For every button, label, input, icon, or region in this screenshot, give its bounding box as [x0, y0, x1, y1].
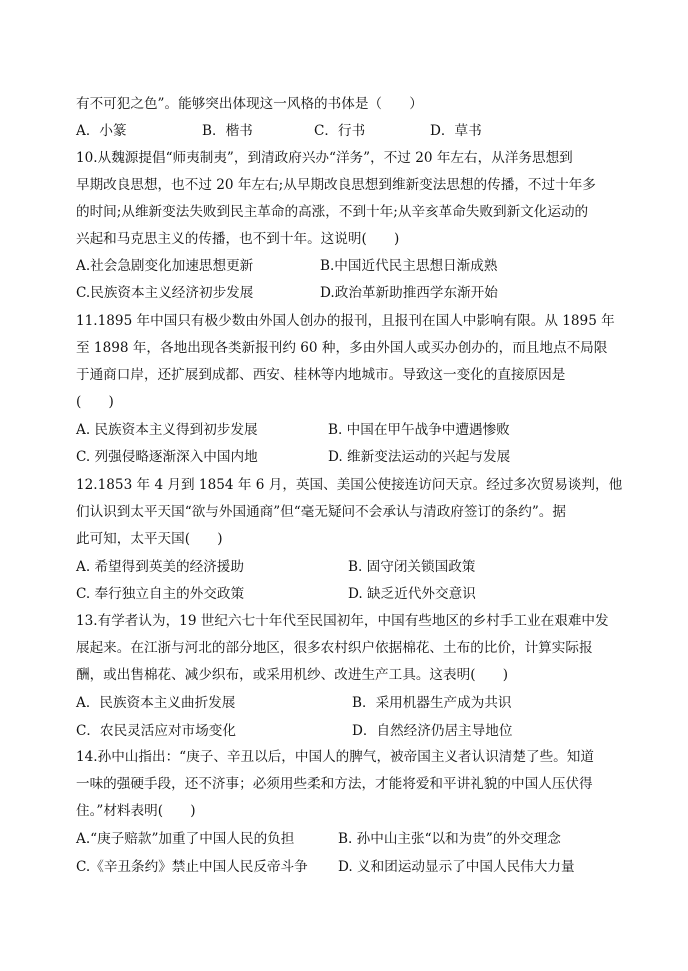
q12-option-d: D. 缺乏近代外交意识 [348, 586, 476, 602]
q13-line-1: 13.有学者认为，19 世纪六七十年代至民国初年，中国有些地区的乡村手工业在艰难中发 [76, 613, 609, 629]
q13-option-d: D．自然经济仍居主导地位 [352, 723, 513, 739]
q10-options-row-1 [76, 256, 616, 276]
q10-line-3: 的时间;从维新变法失败到民主革命的高涨，不到十年;从辛亥革命失败到新文化运动的 [76, 204, 589, 220]
q10-option-d: D.政治革新助推西学东渐开始 [320, 285, 498, 301]
q13-line-3: 酬，或出售棉花、减少织布，或采用机纱、改进生产工具。这表明( ) [76, 667, 509, 683]
q12-option-b: B. 固守闭关锁国政策 [348, 559, 476, 575]
q13-options-row-1 [76, 693, 616, 713]
q10-option-c: C.民族资本主义经济初步发展 [76, 285, 254, 301]
q13-option-c: C．农民灵活应对市场变化 [76, 723, 236, 739]
q9-option-c: C．行书 [314, 123, 366, 139]
q14-option-d: D. 义和团运动显示了中国人民伟大力量 [338, 859, 575, 875]
q9-option-b: B．楷书 [202, 123, 253, 139]
q14-option-a: A.“庚子赔款”加重了中国人民的负担 [76, 831, 295, 847]
q10-option-a: A.社会急剧变化加速思想更新 [76, 258, 254, 274]
q11-option-d: D. 维新变法运动的兴起与发展 [328, 449, 511, 465]
q11-options-row-1 [76, 420, 616, 440]
q9-options [76, 121, 616, 141]
q10-line-2: 早期改良思想，也不过 20 年左右;从早期改良思想到维新变法思想的传播，不过十年多 [76, 177, 596, 193]
q12-line-2: 们认识到太平天国“欲与外国通商”但“毫无疑问不会承认与清政府签订的条约”。据 [76, 504, 566, 520]
q11-line-1: 11.1895 年中国只有极少数由外国人创办的报刊，且报刊在国人中影响有限。从 1895 年 [76, 313, 615, 329]
q10-line-1: 10.从魏源提倡“师夷制夷”，到清政府兴办“洋务”，不过 20 年左右，从洋务思想到 [76, 150, 573, 166]
q11-line-4: ( ) [76, 394, 114, 410]
q11-option-a: A. 民族资本主义得到初步发展 [76, 422, 258, 438]
q11-line-3: 于通商口岸，还扩展到成都、西安、桂林等内地城市。导致这一变化的直接原因是 [76, 367, 566, 383]
q14-option-c: C.《辛丑条约》禁止中国人民反帝斗争 [76, 859, 308, 875]
q9-option-d: D．草书 [430, 123, 482, 139]
q12-line-1: 12.1853 年 4 月到 1854 年 6 月，英国、美国公使接连访问天京。经过多次贸易谈判，他 [76, 477, 623, 493]
q12-option-a: A. 希望得到英美的经济援助 [76, 559, 244, 575]
q14-options-row-1 [76, 829, 616, 849]
q12-option-c: C. 奉行独立自主的外交政策 [76, 586, 245, 602]
q13-option-b: B．采用机器生产成为共识 [352, 695, 512, 711]
q13-option-a: A．民族资本主义曲折发展 [76, 695, 236, 711]
q14-line-3: 住。”材料表明( ) [76, 803, 196, 819]
q11-option-b: B. 中国在甲午战争中遭遇惨败 [328, 422, 510, 438]
q12-options-row-2 [76, 584, 616, 604]
q14-options-row-2 [76, 857, 616, 877]
q13-options-row-2 [76, 721, 616, 741]
q9-option-a: A．小篆 [76, 123, 127, 139]
q12-options-row-1 [76, 557, 616, 577]
q11-line-2: 至 1898 年，各地出现各类新报刊约 60 种，多由外国人或买办创办的，而且地点不局限 [76, 340, 608, 356]
q10-options-row-2 [76, 283, 616, 303]
q14-line-1: 14.孙中山指出：“庚子、辛丑以后，中国人的脾气，被帝国主义者认识清楚了些。知道 [76, 749, 594, 765]
q11-option-c: C. 列强侵略逐渐深入中国内地 [76, 449, 258, 465]
q12-line-3: 此可知，太平天国( ) [76, 531, 223, 547]
q10-line-4: 兴起和马克思主义的传播，也不到十年。这说明( ) [76, 231, 400, 247]
q11-options-row-2 [76, 447, 616, 467]
q10-option-b: B.中国近代民主思想日渐成熟 [320, 258, 498, 274]
q9-stem-tail: 有不可犯之色”。能够突出体现这一风格的书体是（ ） [76, 96, 423, 112]
q14-line-2: 一味的强硬手段，还不济事；必须用些柔和方法，才能将爱和平讲礼貌的中国人压伏得 [76, 776, 593, 792]
q13-line-2: 展起来。在江浙与河北的部分地区，很多农村织户依据棉花、土布的比价，计算实际报 [76, 640, 593, 656]
q14-option-b: B. 孙中山主张“以和为贵”的外交理念 [338, 831, 561, 847]
